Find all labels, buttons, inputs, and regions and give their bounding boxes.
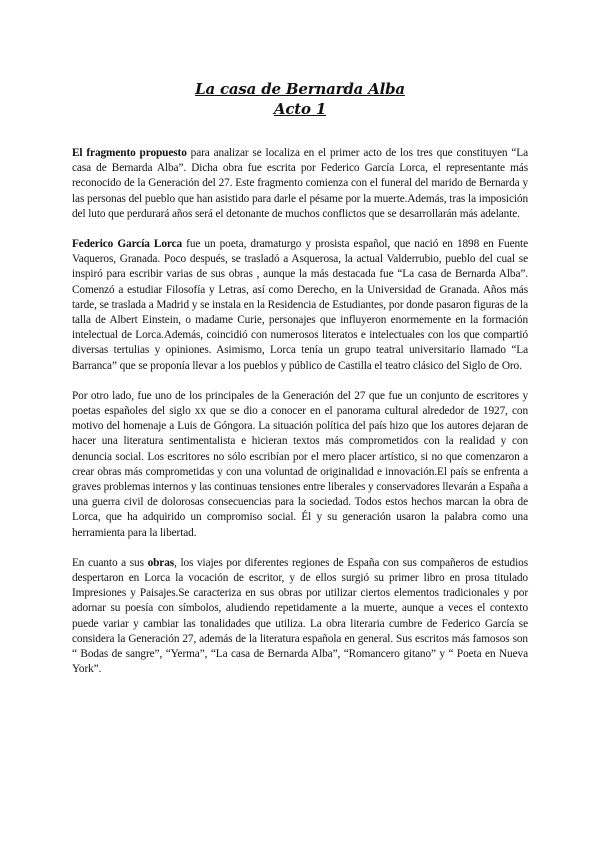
paragraph-2-text: fue un poeta, dramaturgo y prosista español, que nació en 1898 en Fuente Vaqueros, Granada. Poco después, se trasladó a Asquerosa, la actual Valderrubio, pueblo del cual se inspiró para escribir varias de sus obras , aunque la más destacada fue “La casa de Bernarda Alba”. Comenzó a estudiar Filosofía y Letras, así como Derecho, en la Universidad de Granada. Años más tarde, se traslada a Madrid y se instala en la Residencia de Estudiantes, por donde pasaron figuras de la talla de Albert Einstein, o madame Curie, personajes que influyeron enormemente en la formación intelectual de Lorca.Además, coincidió con numerosos literatos e intelectuales con los que compartió diversas tertulias y opiniones. Asimismo, Lorca tenía un grupo teatral universitario llamado “La Barranca” que se proponía llevar a los pueblos y público de Castilla el teatro clásico del Siglo de Oro. [72,238,528,372]
paragraph-3-text: Por otro lado, fue uno de los principales de la Generación del 27 que fue un conjunto de escritores y poetas españoles del siglo xx que se dio a conocer en el panorama cultural alrededor de 1927, con motivo del homenaje a Luis de Góngora. La situación política del país hizo que los autores dejaran de hacer una literatura sentimentalista e hicieran textos más comprometidos con la realidad y con denuncia social. Los escritores no sólo escribían por el mero placer artístico, si no que comenzaron a crear obras más comprometidas y con una voluntad de originalidad e innovación.El país se enfrenta a graves problemas internos y las continuas tensiones entre liberales y conservadores llevarán a España a una guerra civil de dolorosas consecuencias para la sociedad. Todos estos hechos marcan la obra de Lorca, que ha adquirido un compromiso social. Él y su generación usaron la palabra como una herramienta para la libertad. [72,389,528,539]
document-title: La casa de Bernarda Alba [195,80,405,98]
paragraph-1-text: para analizar se localiza en el primer acto de los tres que constituyen “La casa de Bernarda Alba”. Dicha obra fue escrita por Federico García Lorca, el representante más reconocido de la Generación del 27. Este fragmento comienza con el funeral del marido de Bernarda y las personas del pueblo que han asistido para darle el pésame por la muerte.Además, tras la imposición del luto que perdurará años será el detonante de muchos conflictos que se desarrollarán más adelante. [72,147,528,220]
paragraph-2-lead: Federico García Lorca [72,238,183,251]
paragraph-3 [72,389,528,541]
paragraph-4 [72,556,528,678]
paragraph-2 [72,237,528,374]
title-block [0,79,600,119]
paragraph-4-text-before: En cuanto a sus [72,556,148,569]
paragraph-1-lead: El fragmento propuesto [72,147,187,159]
paragraph-4-bold-term: obras [147,556,175,569]
paragraph-1 [72,146,528,222]
document-subtitle: Acto 1 [273,100,327,118]
document-body [72,146,528,693]
paragraph-4-text: , los viajes por diferentes regiones de España con sus compañeros de estudios despertaron en Lorca la vocación de escritor, y de ellos surgió su primer libro en prosa titulado Impresiones y Paisajes.Se caracteriza en sus obras por utilizar ciertos elementos tradicionales y por adornar su poesía con símbolos, aludiendo repetidamente a la muerte, aunque a veces el contexto puede variar y cambiar las tonalidades que utiliza. La obra literaria cumbre de Federico García se considera la Generación 27, además de la literatura española en general. Sus escritos más famosos son “ Bodas de sangre”, “Yerma”, “La casa de Bernarda Alba”, “Romancero gitano” y “ Poeta en Nueva York”. [72,556,528,676]
